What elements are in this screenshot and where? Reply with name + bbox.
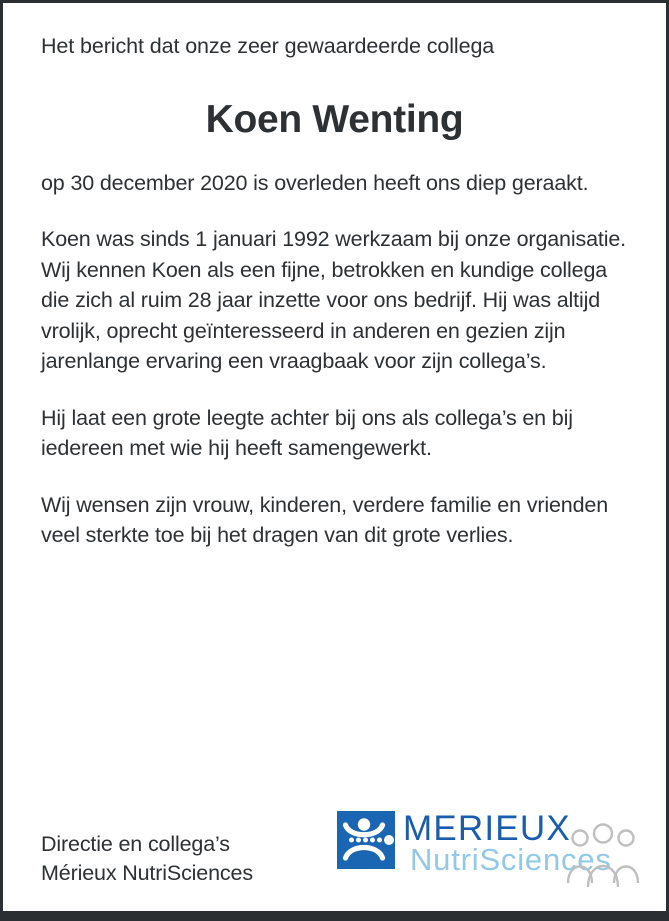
signature-line-1: Directie en collega’s [41,831,230,856]
merieux-nutrisciences-logo [337,811,637,883]
deceased-name: Koen Wenting [205,97,464,141]
logo-subwordmark: NutriSciences [410,842,612,877]
body-paragraph-4: Wij wensen zijn vrouw, kinderen, verdere familie en vrienden veel sterkte toe bij het dragen van dit grote verlies. [41,492,608,548]
body-paragraph-3: Hij laat een grote leegte achter bij ons als collega’s en bij iedereen met wie hij heeft samengewerkt. [41,405,573,461]
merieux-human-figure-icon [337,811,395,869]
signature-line-2: Mérieux NutriSciences [41,861,253,886]
body-paragraph-2: Koen was sinds 1 januari 1992 werkzaam bij onze organisatie. Wij kennen Koen als een fijne, betrokken en kundige collega die zich al ruim 28 jaar inzette voor ons bedrijf. Hij was altijd vrolijk, oprecht geïnteresseerd in anderen en gezien zijn jarenlange ervaring een vraagbaak voor zijn collega’s. [41,227,626,374]
three-people-group-icon [561,823,645,889]
obituary-content [3,3,666,911]
logo-wordmark: MERIEUX [403,809,571,848]
signature-block [41,830,253,889]
body-paragraph-1: op 30 december 2020 is overleden heeft ons diep geraakt. [41,170,589,195]
intro-line: Het bericht dat onze zeer gewaardeerde collega [41,34,495,58]
footer-block [41,791,666,911]
